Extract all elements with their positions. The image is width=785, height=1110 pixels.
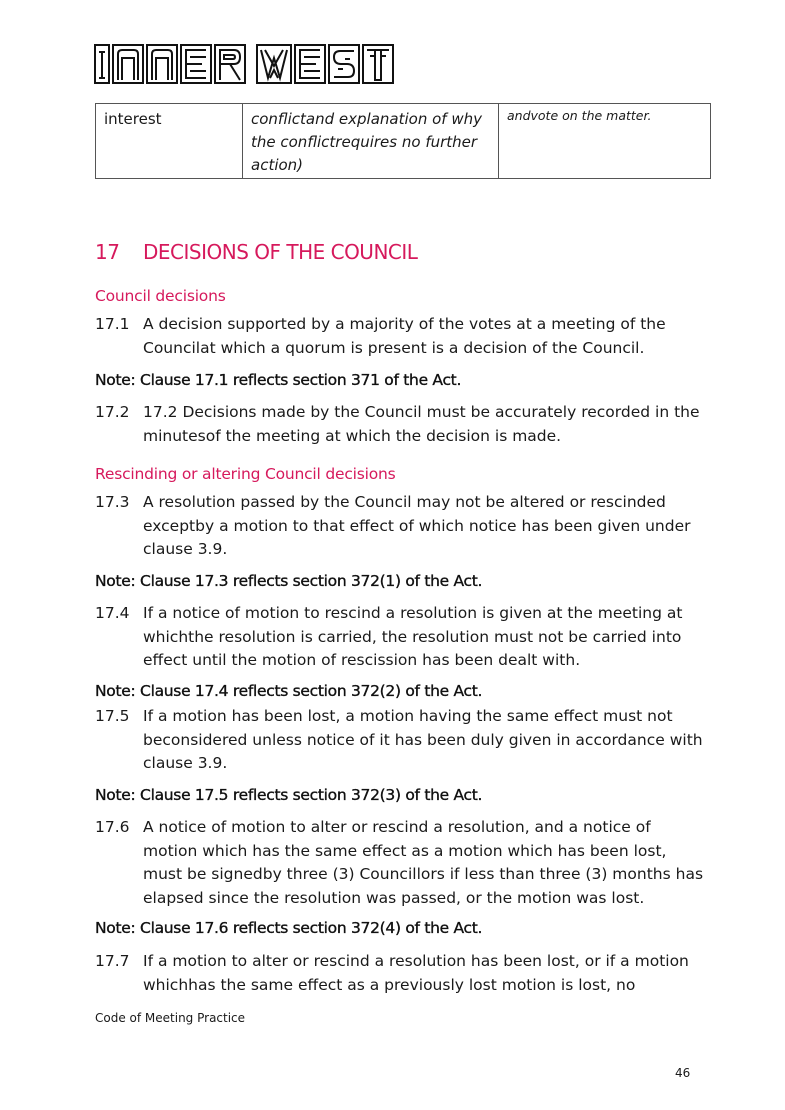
clause-number: 17.7 (95, 952, 130, 970)
table-cell: andvote on the matter. (499, 104, 711, 179)
clause-17-1 (95, 313, 705, 360)
clause-text: A decision supported by a majority of the votes at a meeting of the Councilat which a quorum is present is a decision of the Council. (143, 315, 666, 357)
table-cell: interest (96, 104, 243, 179)
note-17-6: Note: Clause 17.6 reflects section 372(4) of the Act. (95, 919, 483, 937)
clause-17-4 (95, 602, 705, 673)
page-number: 46 (675, 1066, 691, 1080)
inner-west-logo (94, 44, 394, 86)
table-cell: conflictand explanation of why the conflictrequires no further action) (243, 104, 499, 179)
clause-text: 17.2 Decisions made by the Council must be accurately recorded in the minutesof the meeting at which the decision is made. (143, 403, 700, 445)
note-17-1: Note: Clause 17.1 reflects section 371 of the Act. (95, 371, 462, 389)
note-17-3: Note: Clause 17.3 reflects section 372(1) of the Act. (95, 572, 483, 590)
clause-17-5 (95, 705, 705, 776)
clause-number: 17.4 (95, 604, 130, 622)
previous-table-continuation (95, 103, 711, 179)
subheading-council-decisions: Council decisions (95, 287, 226, 305)
section-heading (95, 240, 417, 264)
table-row (96, 104, 711, 179)
section-number: 17 (95, 240, 120, 264)
clause-text: A notice of motion to alter or rescind a resolution, and a notice of motion which has the same effect as a motion which has been lost, must be signedby three (3) Councillors if less than three (3) months has elapsed since the resolution was passed, or the motion was lost. (143, 818, 704, 907)
clause-number: 17.5 (95, 707, 130, 725)
clause-17-2 (95, 401, 705, 448)
clause-text: If a motion to alter or rescind a resolution has been lost, or if a motion whichhas the same effect as a previously lost motion is lost, no (143, 952, 689, 994)
clause-number: 17.3 (95, 493, 130, 511)
subheading-rescinding: Rescinding or altering Council decisions (95, 465, 396, 483)
footer-document-title: Code of Meeting Practice (95, 1011, 246, 1025)
note-17-4: Note: Clause 17.4 reflects section 372(2) of the Act. (95, 682, 483, 700)
clause-number: 17.1 (95, 315, 130, 333)
clause-number: 17.6 (95, 818, 130, 836)
clause-number: 17.2 (95, 403, 130, 421)
clause-17-7 (95, 950, 705, 997)
clause-text: If a motion has been lost, a motion having the same effect must not beconsidered unless notice of it has been duly given in accordance with clause 3.9. (143, 707, 703, 772)
clause-17-3 (95, 491, 705, 562)
clause-text: A resolution passed by the Council may not be altered or rescinded exceptby a motion to that effect of which notice has been given under clause 3.9. (143, 493, 691, 558)
note-17-5: Note: Clause 17.5 reflects section 372(3) of the Act. (95, 786, 483, 804)
section-title: DECISIONS OF THE COUNCIL (143, 240, 418, 264)
clause-17-6 (95, 816, 705, 910)
clause-text: If a notice of motion to rescind a resolution is given at the meeting at whichthe resolution is carried, the resolution must not be carried into effect until the motion of rescission has been dealt with. (143, 604, 683, 669)
